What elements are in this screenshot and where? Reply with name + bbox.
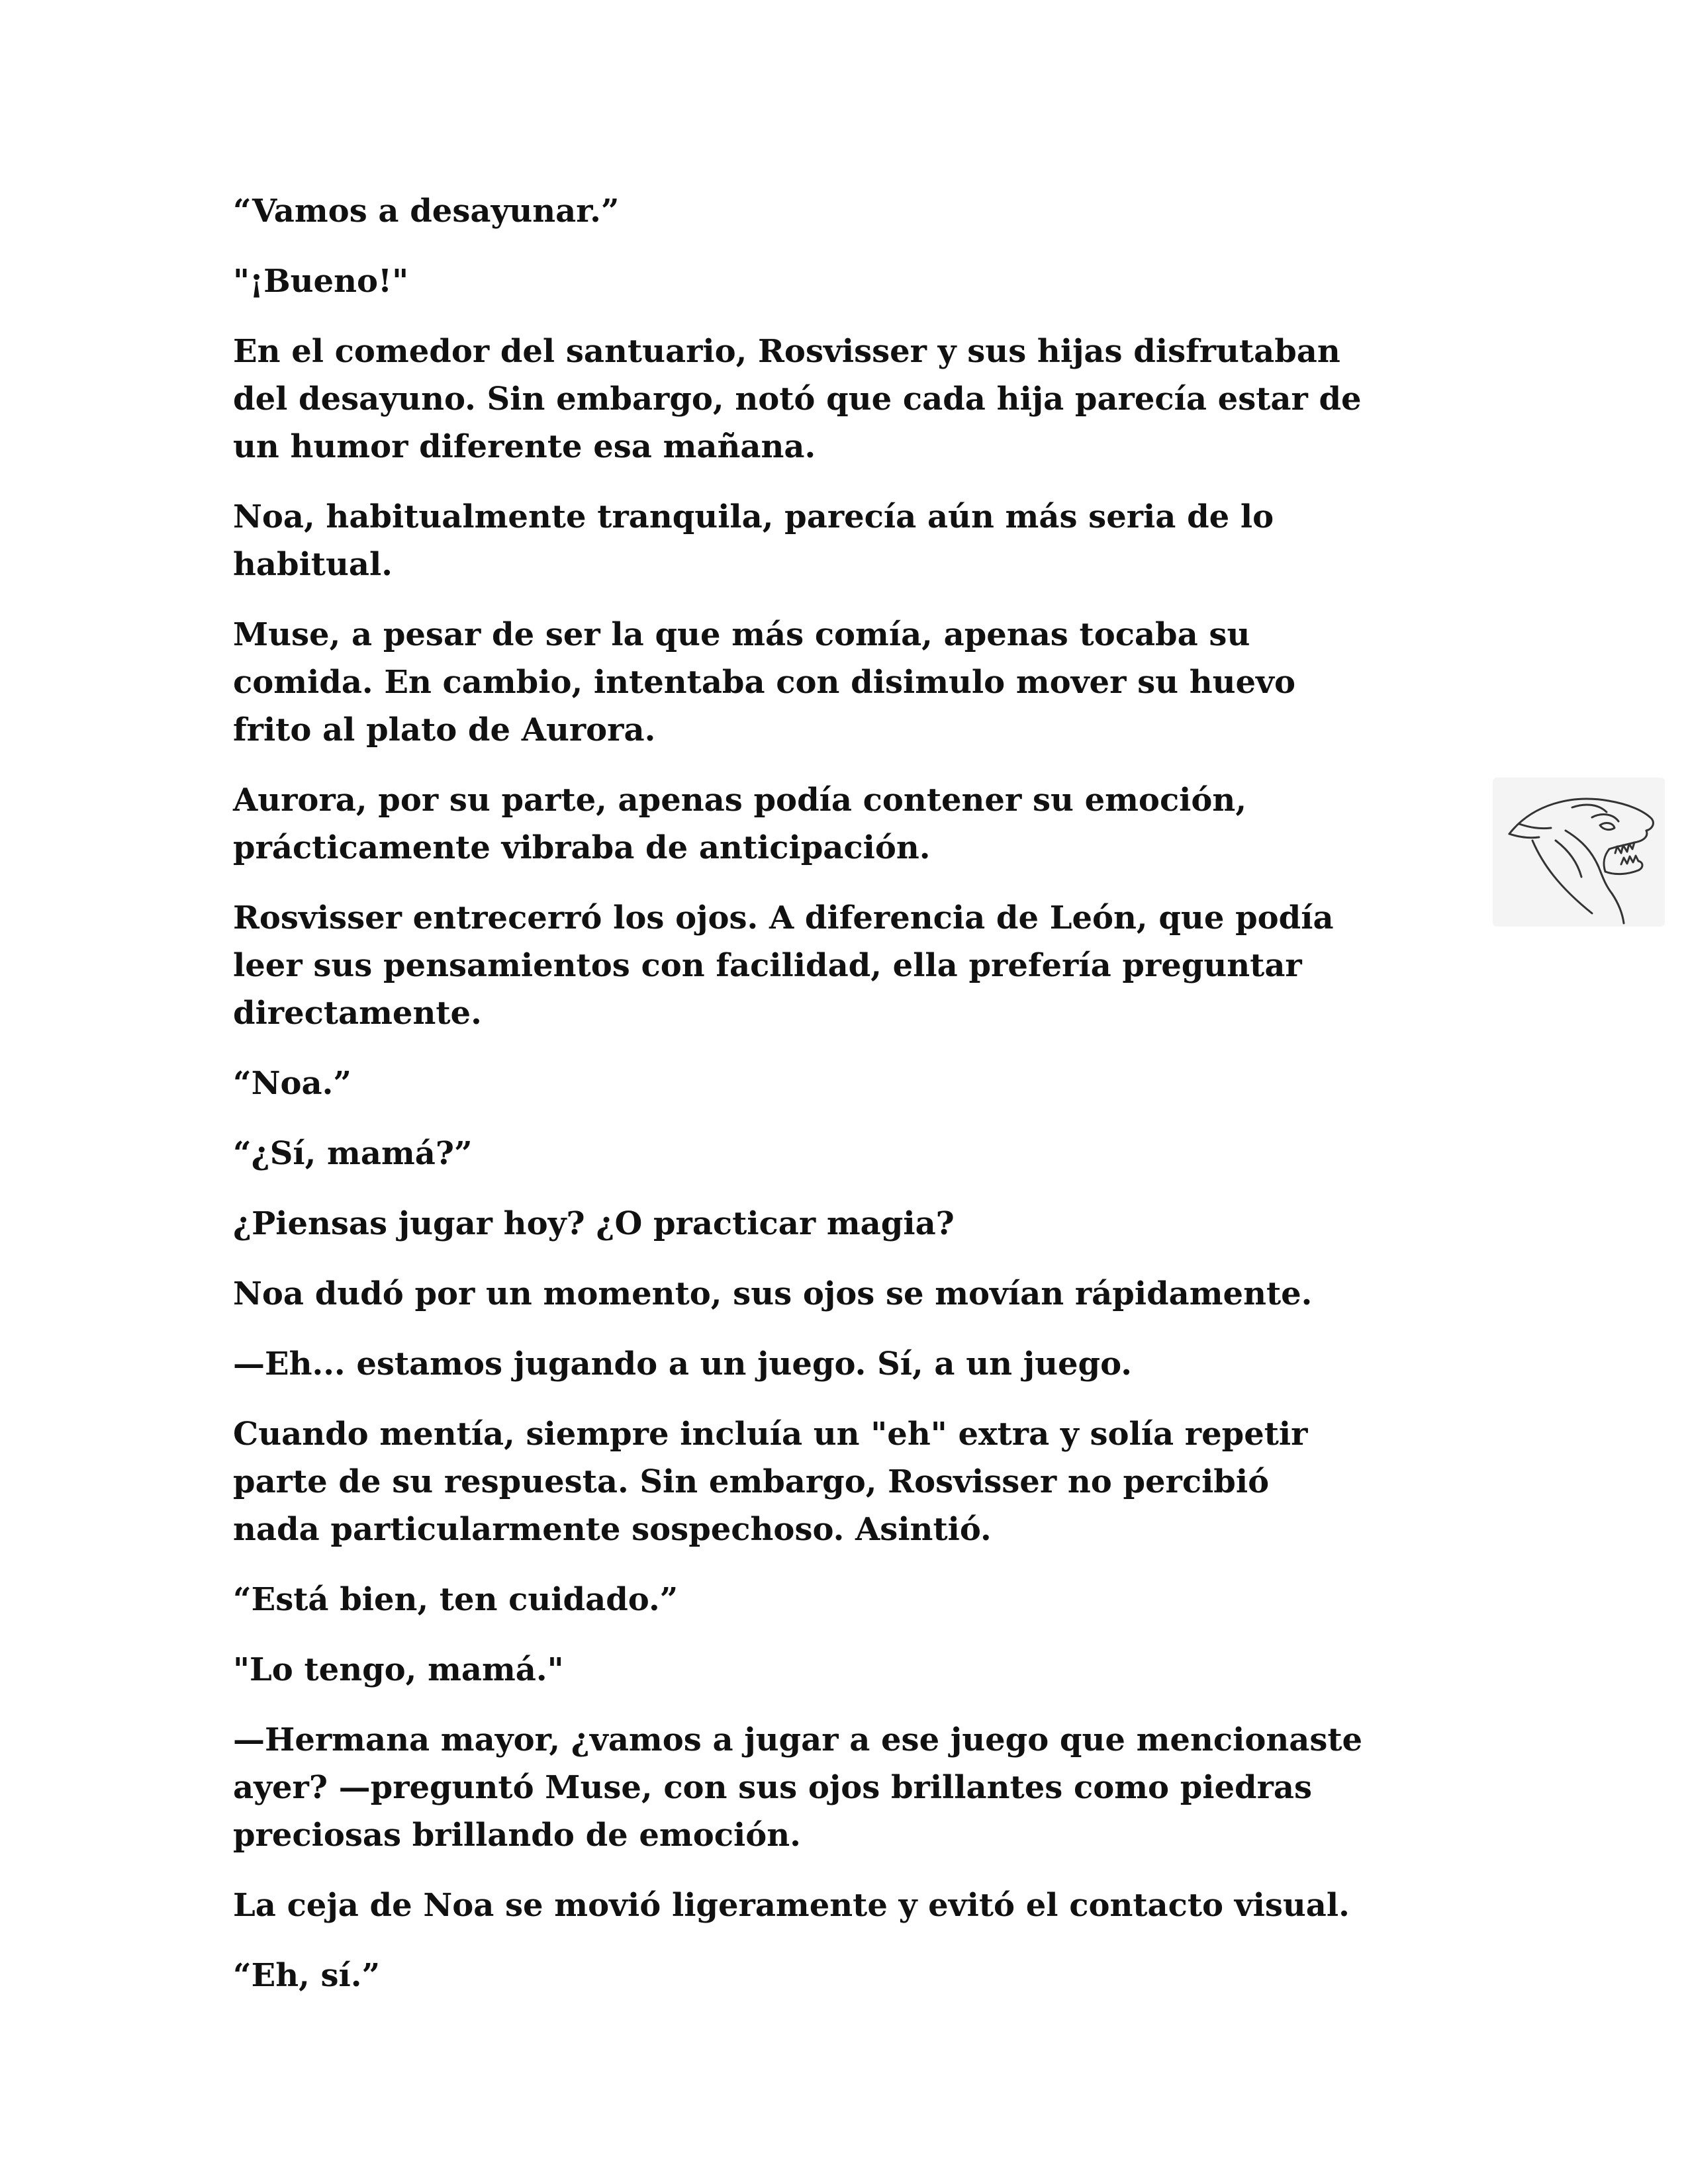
- text-line: habitual.: [233, 546, 393, 583]
- text-line: ¿Piensas jugar hoy? ¿O practicar magia?: [233, 1205, 955, 1242]
- text-line: un humor diferente esa mañana.: [233, 428, 816, 465]
- paragraph: [233, 187, 1491, 235]
- text-line: Noa dudó por un momento, sus ojos se movían rápidamente.: [233, 1275, 1313, 1312]
- paragraph: [233, 611, 1491, 754]
- paragraph: [233, 776, 1491, 872]
- text-line: “Vamos a desayunar.”: [233, 193, 620, 230]
- text-line: “¿Sí, mamá?”: [233, 1135, 473, 1172]
- text-line: Cuando mentía, siempre incluía un "eh" extra y solía repetir: [233, 1416, 1308, 1453]
- paragraph: [233, 1340, 1491, 1388]
- text-line: frito al plato de Aurora.: [233, 711, 656, 749]
- story-text: [233, 187, 1491, 2022]
- text-line: —Hermana mayor, ¿vamos a jugar a ese juego que mencionaste: [233, 1721, 1363, 1758]
- text-line: prácticamente vibraba de anticipación.: [233, 829, 931, 866]
- text-line: Muse, a pesar de ser la que más comía, apenas tocaba su: [233, 616, 1250, 653]
- text-line: nada particularmente sospechoso. Asintió.: [233, 1511, 992, 1548]
- paragraph: [233, 1576, 1491, 1623]
- text-line: En el comedor del santuario, Rosvisser y sus hijas disfrutaban: [233, 333, 1340, 370]
- text-line: “Noa.”: [233, 1065, 352, 1102]
- text-line: comida. En cambio, intentaba con disimulo mover su huevo: [233, 664, 1295, 701]
- text-line: “Eh, sí.”: [233, 1957, 381, 1994]
- text-line: preciosas brillando de emoción.: [233, 1817, 801, 1854]
- text-line: "¡Bueno!": [233, 263, 409, 300]
- dinosaur-head-icon: [1493, 778, 1665, 927]
- text-line: La ceja de Noa se movió ligeramente y evitó el contacto visual.: [233, 1887, 1350, 1924]
- paragraph: [233, 1130, 1491, 1177]
- paragraph: [233, 493, 1491, 588]
- paragraph: [233, 1270, 1491, 1318]
- paragraph: [233, 1200, 1491, 1248]
- paragraph: [233, 328, 1491, 471]
- paragraph: [233, 1952, 1491, 1999]
- text-line: Rosvisser entrecerró los ojos. A diferencia de León, que podía: [233, 899, 1334, 936]
- paragraph: [233, 257, 1491, 305]
- text-line: Noa, habitualmente tranquila, parecía aún más seria de lo: [233, 498, 1274, 535]
- paragraph: [233, 1410, 1491, 1553]
- text-line: —Eh... estamos jugando a un juego. Sí, a un juego.: [233, 1345, 1132, 1383]
- paragraph: [233, 1060, 1491, 1107]
- text-line: ayer? —preguntó Muse, con sus ojos brillantes como piedras: [233, 1769, 1313, 1806]
- paragraph: [233, 894, 1491, 1037]
- text-line: parte de su respuesta. Sin embargo, Rosvisser no percibió: [233, 1463, 1270, 1500]
- paragraph: [233, 1882, 1491, 1929]
- text-line: leer sus pensamientos con facilidad, ella prefería preguntar: [233, 947, 1302, 984]
- text-line: “Está bien, ten cuidado.”: [233, 1581, 679, 1618]
- text-line: del desayuno. Sin embargo, notó que cada hija parecía estar de: [233, 381, 1362, 418]
- text-line: Aurora, por su parte, apenas podía contener su emoción,: [233, 782, 1247, 819]
- text-line: "Lo tengo, mamá.": [233, 1651, 564, 1688]
- text-line: directamente.: [233, 995, 482, 1032]
- paragraph: [233, 1716, 1491, 1859]
- paragraph: [233, 1646, 1491, 1694]
